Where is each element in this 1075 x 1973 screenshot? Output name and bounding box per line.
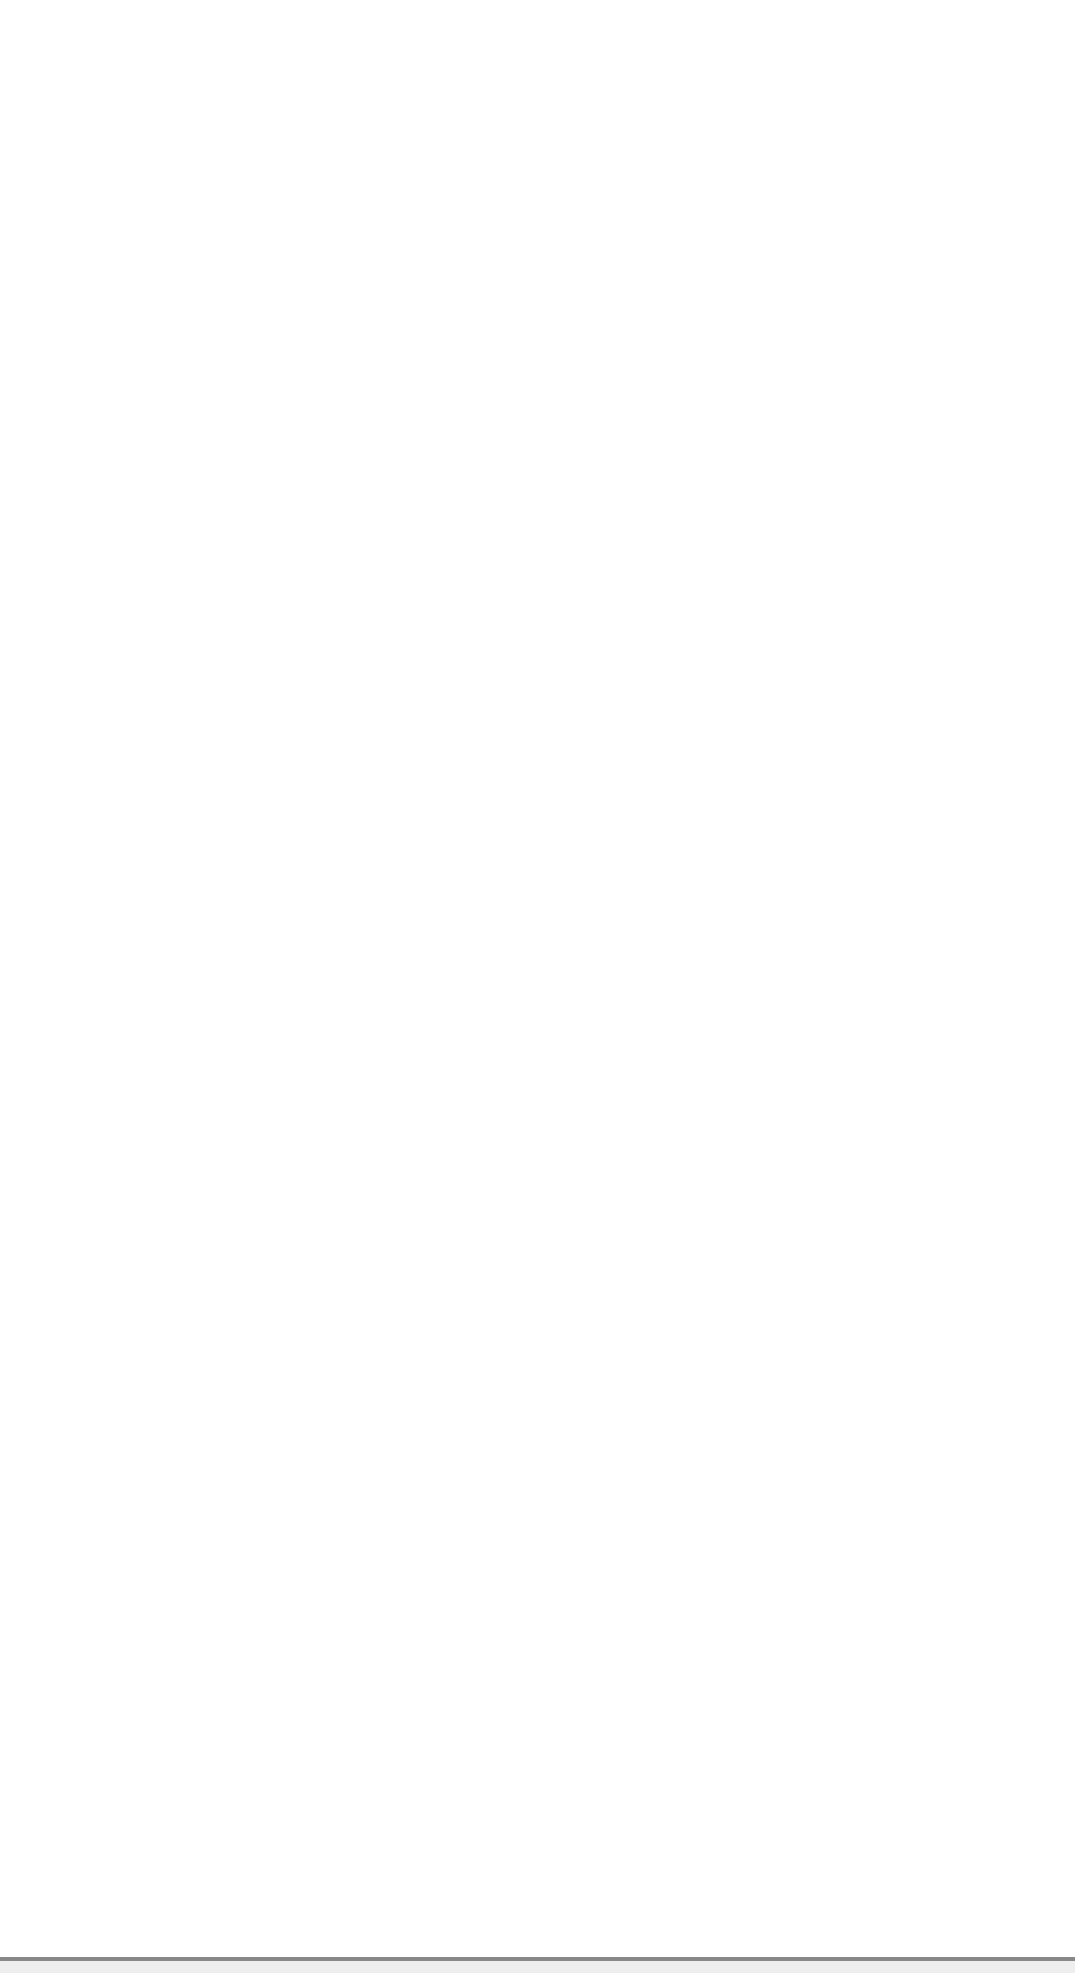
- bottom-divider: [0, 1957, 1075, 1973]
